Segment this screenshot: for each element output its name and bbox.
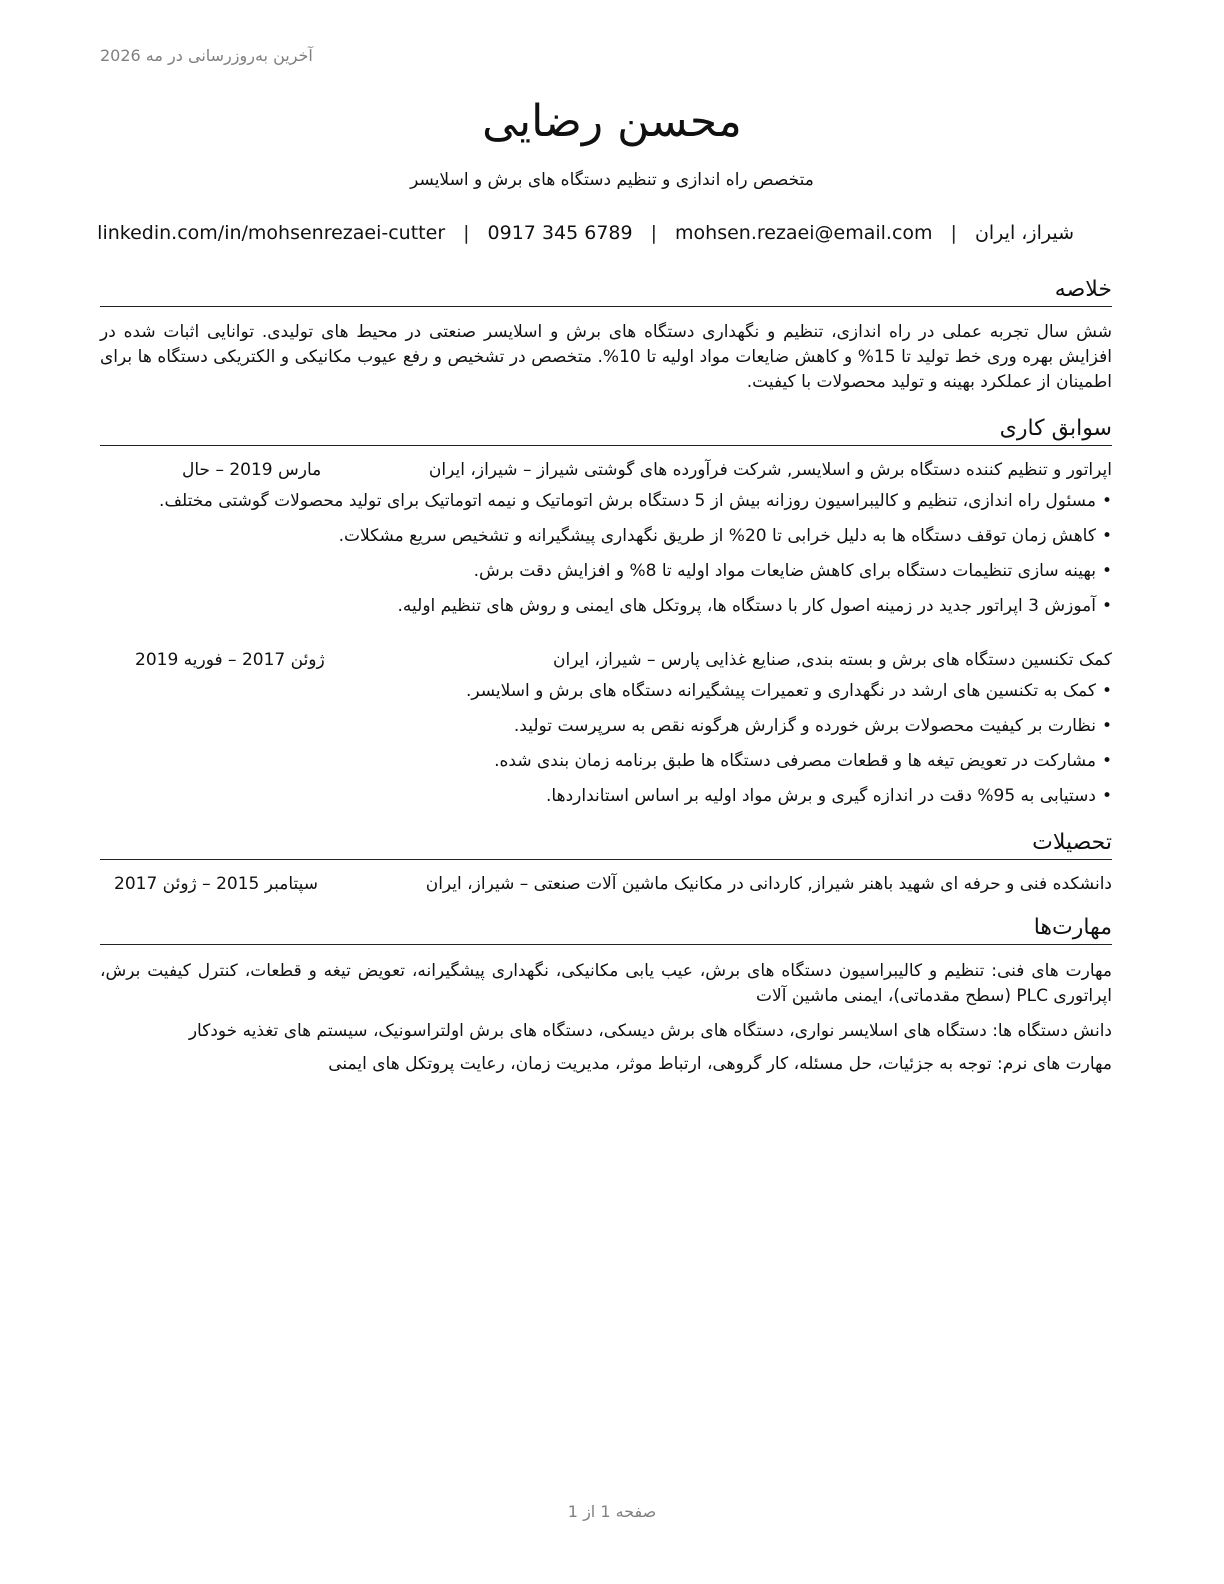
bullet-icon: •: [1101, 561, 1112, 581]
job-dates: مارس 2019 – حال: [182, 460, 322, 480]
list-item: [90, 714, 1112, 738]
page-number: صفحه 1 از 1: [567, 1502, 657, 1521]
bullet-text: آموزش 3 اپراتور جدید در زمینه اصول کار با دستگاه ها، پروتکل های ایمنی و روش های تنظیم اولیه.: [397, 596, 1096, 616]
skills-technical: مهارت های فنی: تنظیم و کالیبراسیون دستگاه های برش، عیب یابی مکانیکی، نگهداری پیشگیرانه، تعویض تیغه و قطعات، کنترل کیفیت برش، اپراتوری PLC (سطح مقدماتی)، ایمنی ماشین آلات: [100, 961, 1112, 1006]
list-item: [90, 749, 1112, 773]
bullet-icon: •: [1101, 786, 1112, 806]
bullet-icon: •: [1101, 716, 1112, 736]
last-updated-note: آخرین به‌روزرسانی در مه 2026: [100, 46, 313, 65]
bullet-icon: •: [1101, 526, 1112, 546]
job-title: متخصص راه اندازی و تنظیم دستگاه های برش و اسلایسر: [410, 170, 814, 190]
list-item: [90, 524, 1112, 548]
list-item: [90, 679, 1112, 703]
skills-machines: دانش دستگاه ها: دستگاه های اسلایسر نواری، دستگاه های برش دیسکی، دستگاه های برش اولتراسونیک، سیستم های تغذیه خودکار: [188, 1021, 1112, 1041]
person-name: محسن رضایی: [482, 96, 742, 147]
bullet-text: مشارکت در تعویض تیغه ها و قطعات مصرفی دستگاه ها طبق برنامه زمان بندی شده.: [494, 751, 1096, 771]
job-bullets: [90, 679, 1112, 819]
education-dates: سپتامبر 2015 – ژوئن 2017: [114, 874, 319, 894]
experience-heading: سوابق کاری: [100, 415, 1112, 446]
education-line: دانشکده فنی و حرفه ای شهید باهنر شیراز, کاردانی در مکانیک ماشین آلات صنعتی – شیراز، ایران: [425, 874, 1112, 894]
list-item: [90, 784, 1112, 808]
list-item: [90, 489, 1112, 513]
job-dates: ژوئن 2017 – فوریه 2019: [135, 650, 325, 670]
bullet-text: مسئول راه اندازی، تنظیم و کالیبراسیون روزانه بیش از 5 دستگاه برش اتوماتیک و نیمه اتوماتیک برای تولید محصولات گوشتی مختلف.: [159, 491, 1096, 511]
bullet-icon: •: [1101, 681, 1112, 701]
skills-heading: مهارت‌ها: [100, 914, 1112, 945]
bullet-icon: •: [1101, 491, 1112, 511]
bullet-text: دستیابی به 95% دقت در اندازه گیری و برش مواد اولیه بر اساس استانداردها.: [546, 786, 1096, 806]
list-item: [90, 559, 1112, 583]
summary-heading: خلاصه: [100, 276, 1112, 307]
summary-text: شش سال تجربه عملی در راه اندازی، تنظیم و نگهداری دستگاه های برش و اسلایسر صنعتی در محیط های تولیدی. توانایی اثبات شده در افزایش بهره وری خط تولید تا 15% و کاهش ضایعات مواد اولیه تا 10%. متخصص در تشخیص و رفع عیوب مکانیکی و الکتریکی دستگاه ها برای اطمینان از عملکرد بهینه و تولید محصولات با کیفیت.: [100, 322, 1112, 392]
bullet-icon: •: [1101, 596, 1112, 616]
education-heading: تحصیلات: [100, 829, 1112, 860]
job-title-line: کمک تکنسین دستگاه های برش و بسته بندی, صنایع غذایی پارس – شیراز، ایران: [553, 650, 1112, 670]
contact-email[interactable]: mohsen.rezaei@email.com: [675, 222, 933, 244]
contact-separator: |: [950, 222, 957, 244]
job-title-line: اپراتور و تنظیم کننده دستگاه برش و اسلایسر, شرکت فرآورده های گوشتی شیراز – شیراز، ایران: [428, 460, 1112, 480]
contact-phone[interactable]: 0917 345 6789: [487, 222, 633, 244]
list-item: [90, 594, 1112, 618]
bullet-text: نظارت بر کیفیت محصولات برش خورده و گزارش هرگونه نقص به سرپرست تولید.: [513, 716, 1096, 736]
bullet-text: کمک به تکنسین های ارشد در نگهداری و تعمیرات پیشگیرانه دستگاه های برش و اسلایسر.: [465, 681, 1096, 701]
contact-separator: |: [650, 222, 658, 244]
contact-location: شیراز، ایران: [974, 222, 1074, 244]
job-header: [100, 458, 1112, 482]
job-header: [100, 648, 1112, 672]
skills-soft: مهارت های نرم: توجه به جزئیات، حل مسئله، کار گروهی، ارتباط موثر، مدیریت زمان، رعایت پروتکل های ایمنی: [328, 1054, 1112, 1074]
bullet-text: کاهش زمان توقف دستگاه ها به دلیل خرابی تا 20% از طریق نگهداری پیشگیرانه و تشخیص سریع مشکلات.: [338, 526, 1096, 546]
contact-linkedin[interactable]: linkedin.com/in/mohsenrezaei-cutter: [97, 222, 446, 244]
job-bullets: [90, 489, 1112, 629]
contact-separator: |: [463, 222, 470, 244]
education-entry: [100, 872, 1112, 896]
contact-line: [97, 222, 1074, 244]
bullet-icon: •: [1101, 751, 1112, 771]
bullet-text: بهینه سازی تنظیمات دستگاه برای کاهش ضایعات مواد اولیه تا 8% و افزایش دقت برش.: [473, 561, 1096, 581]
